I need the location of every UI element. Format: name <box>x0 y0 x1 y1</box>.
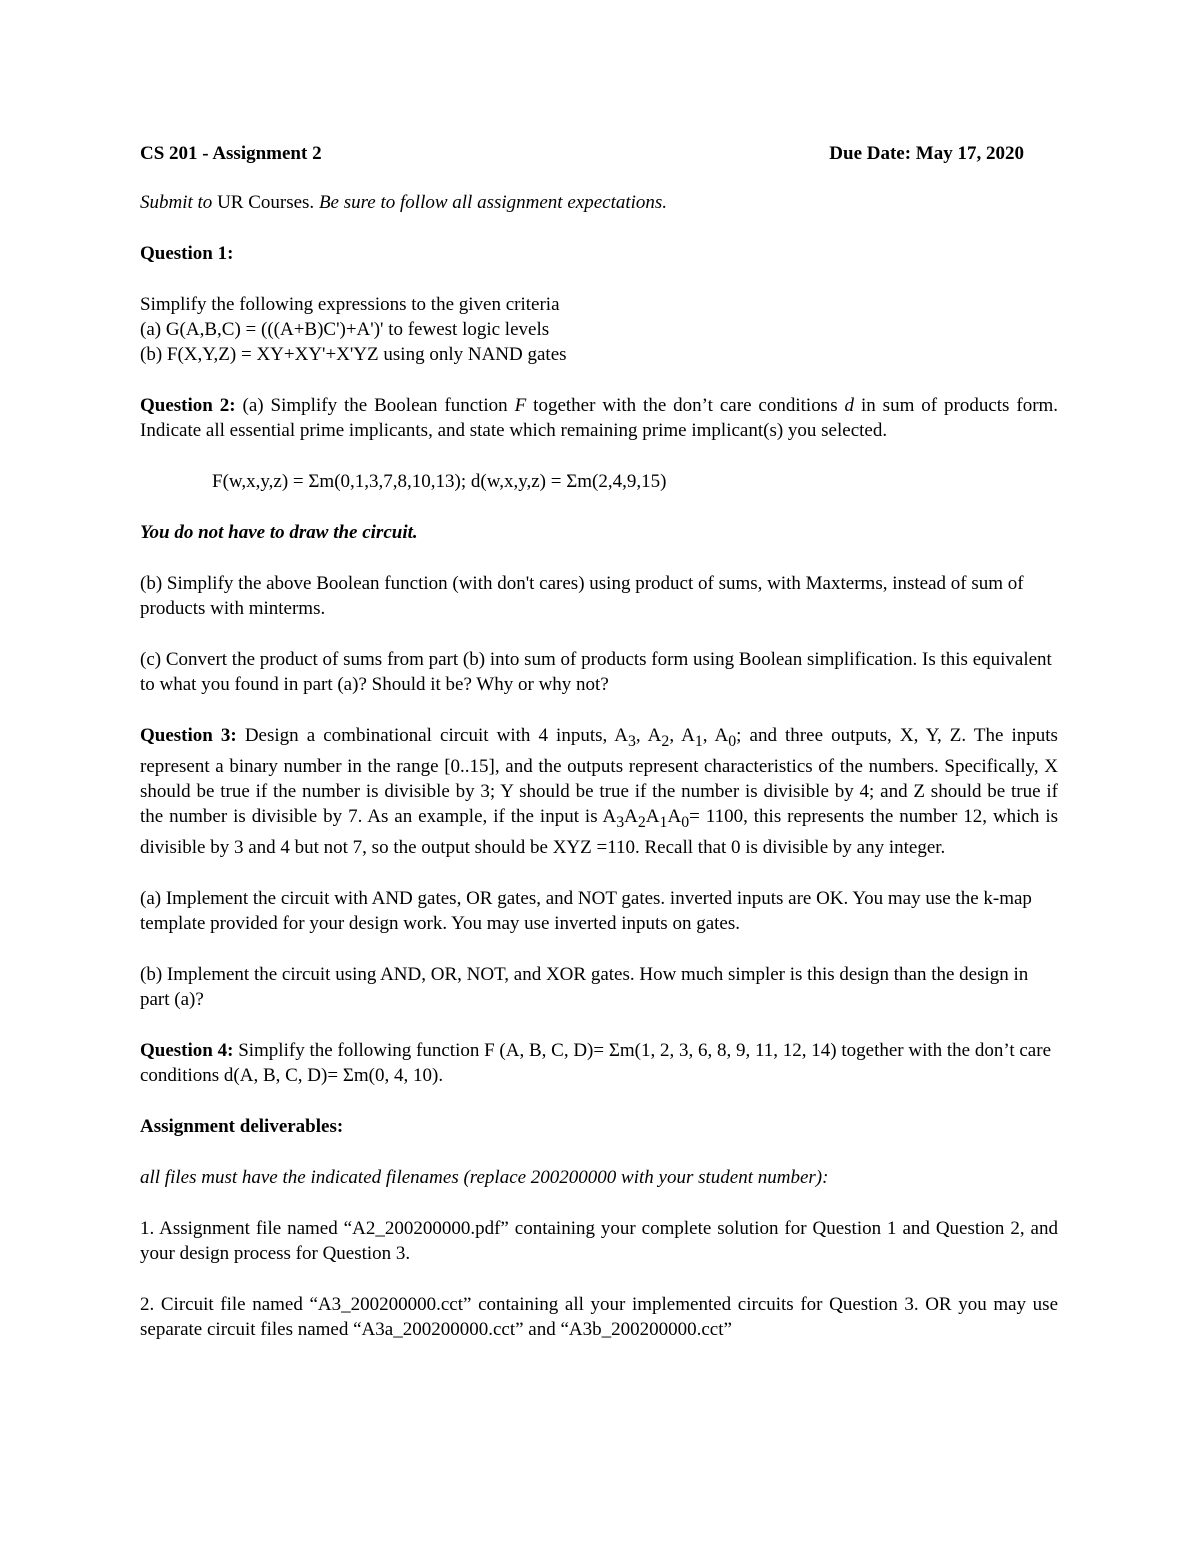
question-2-part-a <box>140 393 1058 443</box>
q3-a2: A <box>624 805 638 827</box>
question-2-a-text-2: together with the don’t care conditions <box>533 395 838 416</box>
example-subscript-1: 1 <box>659 813 668 831</box>
question-3-part-b: (b) Implement the circuit using AND, OR, NOT, and XOR gates. How much simpler is this design than the design in part (a)? <box>140 963 1029 1010</box>
q3-sep-2: , A <box>669 725 695 746</box>
question-4-heading: Question 4: <box>140 1039 234 1061</box>
question-1-part-b: (b) F(X,Y,Z) = XY+XY'+X'YZ using only NAND gates <box>140 344 567 365</box>
expectations-text: Be sure to follow all assignment expectations. <box>318 192 668 213</box>
subscript-1: 1 <box>694 732 703 750</box>
question-2-formula: F(w,x,y,z) = Σm(0,1,3,7,8,10,13); d(w,x,y,z) = Σm(2,4,9,15) <box>212 471 667 492</box>
question-2-a-text-3: in sum of products form. Indicate all essential prime implicants, and state which remaining prime implicant(s) you selected. <box>140 395 1059 441</box>
q3-text-2: ; and three outputs, X, Y, Z. The inputs represent a binary number in the range [0..15], and the outputs represent characteristics of the numbers. Specifically, X should be true if the number is divisible by 3; Y should be true if the number is divisible by 4; and Z should be true if the number is divisible by 7. As an example, if the input is A <box>140 725 1058 827</box>
deliverables-note: all files must have the indicated filenames (replace 200200000 with your student number): <box>140 1166 829 1188</box>
example-subscript-0: 0 <box>681 813 690 831</box>
assignment-title: CS 201 - Assignment 2 <box>140 143 322 164</box>
question-2-part-b: (b) Simplify the above Boolean function (with don't cares) using product of sums, with Maxterms, instead of sum of products with minterms. <box>140 573 1024 619</box>
q3-sep-3: , A <box>702 725 729 746</box>
q3-a1: A <box>645 805 660 827</box>
submission-note <box>140 190 1058 215</box>
example-subscript-2: 2 <box>637 813 646 831</box>
question-2-a-text-1: (a) Simplify the Boolean function <box>242 395 508 416</box>
example-subscript-3: 3 <box>616 813 625 831</box>
question-1-heading: Question 1: <box>140 243 234 264</box>
subscript-3: 3 <box>627 732 636 750</box>
deliverable-item-1: 1. Assignment file named “A2_200200000.pdf” containing your complete solution for Question 1 and Question 2, and your design process for Question 3. <box>140 1217 1058 1264</box>
question-4-text: Simplify the following function F (A, B, C, D)= Σm(1, 2, 3, 6, 8, 9, 11, 12, 14) together with the don’t care conditions d(A, B, C, D)= Σm(0, 4, 10). <box>140 1039 1052 1086</box>
question-1-part-a: (a) G(A,B,C) = (((A+B)C')+A')' to fewest logic levels <box>140 319 550 340</box>
no-draw-note: You do not have to draw the circuit. <box>140 522 418 543</box>
submit-to-text: Submit to <box>140 192 213 213</box>
q3-text-1: Design a combinational circuit with 4 inputs, A <box>244 725 628 746</box>
q3-sep-1: , A <box>635 725 662 746</box>
q3-text-3: = 1100, this represents the number 12, which is divisible by 3 and 4 but not 7, so the output should be XYZ =110. Recall that 0 is divisible by any integer. <box>140 805 1058 858</box>
document-page <box>140 141 1058 1368</box>
question-1-body <box>140 292 1058 367</box>
deliverables-heading: Assignment deliverables: <box>140 1115 344 1137</box>
due-date: Due Date: May 17, 2020 <box>829 143 1024 164</box>
q3-a0: A <box>667 805 682 827</box>
question-3-heading: Question 3: <box>140 725 237 746</box>
subscript-0: 0 <box>728 732 737 750</box>
subscript-2: 2 <box>661 732 670 750</box>
question-2-heading: Question 2: <box>140 395 236 416</box>
ur-courses-text: UR Courses. <box>217 192 315 213</box>
question-3-body <box>140 723 1058 860</box>
dont-care-d-symbol: d <box>844 395 855 416</box>
question-4-body <box>140 1038 1058 1088</box>
question-1-intro: Simplify the following expressions to the given criteria <box>140 294 560 315</box>
header <box>140 141 1058 166</box>
deliverable-item-2: 2. Circuit file named “A3_200200000.cct” containing all your implemented circuits for Question 3. OR you may use separate circuit files named “A3a_200200000.cct” and “A3b_200200000.cct” <box>140 1293 1058 1340</box>
question-2-part-c: (c) Convert the product of sums from part (b) into sum of products form using Boolean simplification. Is this equivalent to what you found in part (a)? Should it be? Why or why not? <box>140 649 1052 695</box>
question-3-part-a: (a) Implement the circuit with AND gates, OR gates, and NOT gates. inverted inputs are OK. You may use the k-map template provided for your design work. You may use inverted inputs on gates. <box>140 887 1032 934</box>
function-f-symbol: F <box>514 395 527 416</box>
